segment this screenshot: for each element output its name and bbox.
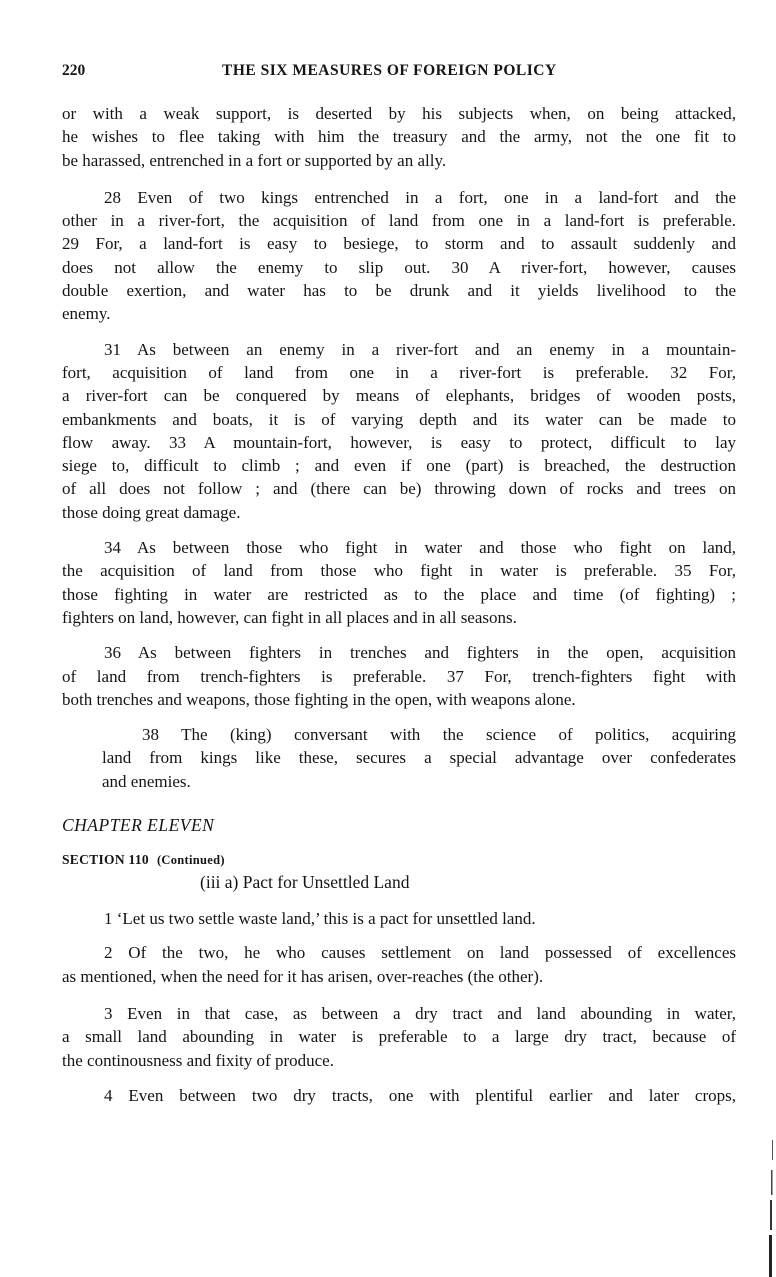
text-line: he wishes to flee taking with him the treasury and the army, not the one fit to (62, 127, 736, 147)
text-line: other in a river-fort, the acquisition of land from one in a land-fort is preferable. (62, 211, 736, 231)
text-line: 28 Even of two kings entrenched in a fort, one in a land-fort and the (104, 187, 736, 207)
text-line: and enemies. (102, 771, 191, 791)
paragraph-1 (62, 907, 736, 930)
verse-38 (102, 723, 736, 793)
text-line: 1 ‘Let us two settle waste land,’ this is a pact for unsettled land. (104, 909, 536, 929)
subsection-title: (iii a) Pact for Unsettled Land (200, 872, 410, 893)
text-line: 3 Even in that case, as between a dry tract and land abounding in water, (104, 1003, 736, 1023)
running-head: THE SIX MEASURES OF FOREIGN POLICY (222, 62, 557, 79)
text-line: 29 For, a land-fort is easy to besiege, to storm and to assault suddenly and (62, 234, 736, 254)
text-line: the acquisition of land from those who fight in water is preferable. 35 For, (62, 561, 736, 581)
text-line: 4 Even between two dry tracts, one with plentiful earlier and later crops, (104, 1085, 736, 1105)
text-line: those fighting in water are restricted as to the place and time (of fighting) ; (62, 584, 736, 604)
paragraph-3 (62, 1002, 736, 1072)
text-line: double exertion, and water has to be drunk and it yields livelihood to the (62, 281, 736, 301)
scan-edge-marks (766, 1140, 776, 1277)
section-note: (Continued) (156, 853, 225, 868)
paragraph-36 (62, 641, 736, 711)
text-line: fighters on land, however, can fight in all places and in all seasons. (62, 607, 517, 627)
paragraph-continuation (62, 102, 736, 172)
text-line: flow away. 33 A mountain-fort, however, is easy to protect, difficult to lay (62, 432, 736, 452)
text-line: those doing great damage. (62, 502, 241, 522)
text-line: embankments and boats, it is of varying depth and its water can be made to (62, 409, 736, 429)
paragraph-28 (62, 186, 736, 326)
text-line: land from kings like these, secures a special advantage over confederates (102, 748, 736, 768)
text-line: 31 As between an enemy in a river-fort and an enemy in a mountain- (104, 339, 736, 359)
text-line: or with a weak support, is deserted by his subjects when, on being attacked, (62, 104, 736, 123)
text-line: does not allow the enemy to slip out. 30 A river-fort, however, causes (62, 257, 736, 277)
text-line: both trenches and weapons, those fighting in the open, with weapons alone. (62, 689, 576, 709)
paragraph-2 (62, 941, 736, 988)
text-line: fort, acquisition of land from one in a river-fort is preferable. 32 For, (62, 362, 736, 382)
section-heading (62, 852, 736, 868)
text-line: 34 As between those who fight in water and those who fight on land, (104, 538, 736, 558)
section-number: SECTION 110 (62, 852, 149, 868)
text-line: enemy. (62, 304, 111, 324)
document-page (62, 62, 736, 1107)
paragraph-31 (62, 338, 736, 524)
text-line: 2 Of the two, he who causes settlement on land possessed of excellences (104, 943, 736, 963)
text-line: be harassed, entrenched in a fort or supported by an ally. (62, 150, 447, 170)
text-line: of land from trench-fighters is preferable. 37 For, trench-fighters fight with (62, 666, 736, 686)
paragraph-4 (62, 1084, 736, 1107)
text-line: 36 As between fighters in trenches and fighters in the open, acquisition (104, 643, 736, 663)
chapter-title: CHAPTER ELEVEN (62, 815, 215, 836)
text-line: of all does not follow ; and (there can be) throwing down of rocks and trees on (62, 479, 736, 499)
paragraph-34 (62, 536, 736, 629)
text-line: 38 The (king) conversant with the science of politics, acquiring (142, 725, 736, 745)
page-number: 220 (62, 62, 86, 79)
page-header (62, 62, 736, 92)
text-line: the continousness and fixity of produce. (62, 1050, 334, 1070)
text-line: a river-fort can be conquered by means of elephants, bridges of wooden posts, (62, 386, 736, 406)
text-line: as mentioned, when the need for it has arisen, over-reaches (the other). (62, 966, 544, 986)
text-line: siege to, difficult to climb ; and even if one (part) is breached, the destruction (62, 456, 736, 476)
text-line: a small land abounding in water is preferable to a large dry tract, because of (62, 1027, 736, 1047)
